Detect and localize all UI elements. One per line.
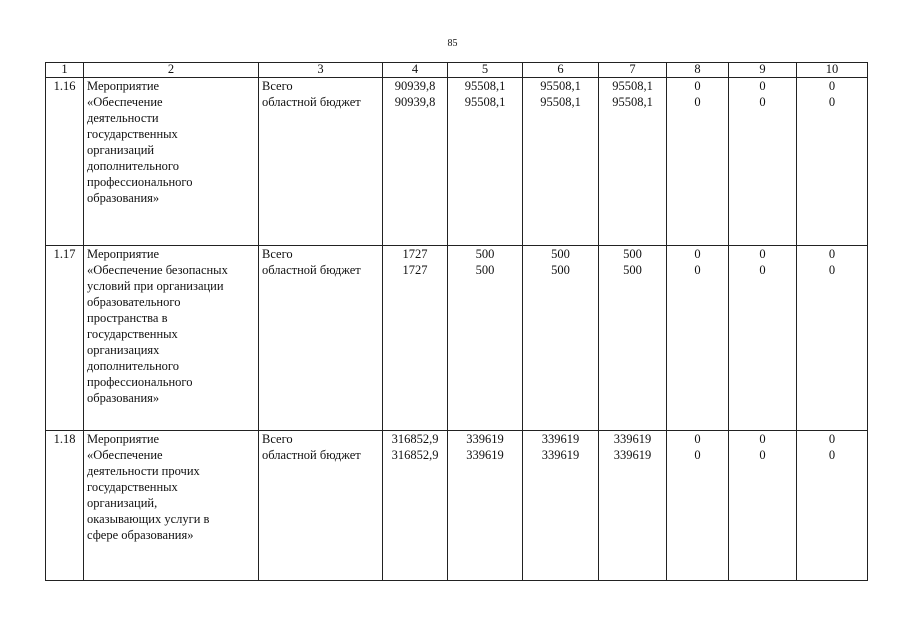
measure-name-line: условий при организации <box>87 278 224 293</box>
value-cell: 95508,1 <box>523 94 599 245</box>
value-cell: 500 <box>448 245 523 262</box>
measure-name-line: Мероприятие <box>87 246 160 261</box>
value-cell: 1727 <box>383 245 448 262</box>
column-number-row <box>46 63 868 78</box>
value-cell: 0 <box>667 78 729 95</box>
measure-name-line: государственных <box>87 480 178 494</box>
column-number: 7 <box>599 63 667 78</box>
value-cell: 0 <box>797 94 868 245</box>
measure-name-line: образования» <box>87 390 160 405</box>
measure-name-line: организаций, <box>87 496 158 510</box>
column-number: 4 <box>383 63 448 78</box>
value-cell: 316852,9 <box>383 447 448 580</box>
value-cell: 0 <box>797 262 868 431</box>
value-cell: 0 <box>667 245 729 262</box>
measure-number: 1.17 <box>46 245 84 431</box>
measure-name-line: образования» <box>87 191 160 205</box>
value-cell: 339619 <box>523 431 599 448</box>
value-cell: 339619 <box>599 447 667 580</box>
value-cell: 95508,1 <box>523 78 599 95</box>
value-cell: 95508,1 <box>448 78 523 95</box>
value-cell: 0 <box>797 245 868 262</box>
value-cell: 0 <box>667 262 729 431</box>
funding-source: областной бюджет <box>259 262 383 431</box>
column-number: 6 <box>523 63 599 78</box>
value-cell: 95508,1 <box>599 78 667 95</box>
measure-name-line: деятельности прочих <box>87 464 200 478</box>
measure-name-line: государственных <box>87 326 178 341</box>
measure-name-line: «Обеспечение безопасных <box>87 262 228 277</box>
measure-number: 1.18 <box>46 431 84 581</box>
column-number: 3 <box>259 63 383 78</box>
measure-name-line: дополнительного <box>87 159 179 173</box>
measure-name-line: Мероприятие <box>87 432 160 446</box>
value-cell: 0 <box>729 262 797 431</box>
funding-source: Всего <box>259 431 383 448</box>
value-cell: 95508,1 <box>599 94 667 245</box>
measure-name-line: оказывающих услуги в <box>87 512 210 526</box>
value-cell: 500 <box>599 262 667 431</box>
table-row <box>46 431 868 448</box>
column-number: 10 <box>797 63 868 78</box>
measure-name-line: «Обеспечение <box>87 95 163 109</box>
value-cell: 0 <box>667 94 729 245</box>
value-cell: 0 <box>729 447 797 580</box>
value-cell: 500 <box>523 262 599 431</box>
value-cell: 0 <box>797 431 868 448</box>
funding-source: Всего <box>259 78 383 95</box>
value-cell: 0 <box>729 94 797 245</box>
value-cell: 500 <box>448 262 523 431</box>
measure-name-line: образовательного <box>87 294 181 309</box>
measure-name-line: пространства в <box>87 310 168 325</box>
value-cell: 0 <box>667 431 729 448</box>
budget-table <box>45 62 868 581</box>
value-cell: 90939,8 <box>383 94 448 245</box>
measure-name-line: организациях <box>87 342 160 357</box>
table-row <box>46 245 868 262</box>
value-cell: 339619 <box>448 431 523 448</box>
value-cell: 90939,8 <box>383 78 448 95</box>
value-cell: 95508,1 <box>448 94 523 245</box>
measure-name-line: деятельности <box>87 111 159 125</box>
value-cell: 339619 <box>523 447 599 580</box>
column-number: 2 <box>84 63 259 78</box>
measure-name <box>84 78 259 246</box>
table-row <box>46 78 868 95</box>
value-cell: 500 <box>599 245 667 262</box>
value-cell: 316852,9 <box>383 431 448 448</box>
funding-source: областной бюджет <box>259 94 383 245</box>
value-cell: 500 <box>523 245 599 262</box>
measure-name-line: профессионального <box>87 175 193 189</box>
page-number: 85 <box>447 38 458 49</box>
measure-name-line: организаций <box>87 143 155 157</box>
value-cell: 0 <box>667 447 729 580</box>
measure-name-line: дополнительного <box>87 358 179 373</box>
value-cell: 0 <box>729 431 797 448</box>
value-cell: 339619 <box>599 431 667 448</box>
funding-source: областной бюджет <box>259 447 383 580</box>
column-number: 9 <box>729 63 797 78</box>
value-cell: 0 <box>797 78 868 95</box>
measure-name-line: «Обеспечение <box>87 448 163 462</box>
measure-name-line: Мероприятие <box>87 79 160 93</box>
funding-source: Всего <box>259 245 383 262</box>
value-cell: 0 <box>729 245 797 262</box>
measure-number: 1.16 <box>46 78 84 246</box>
column-number: 1 <box>46 63 84 78</box>
measure-name-line: государственных <box>87 127 178 141</box>
measure-name <box>84 431 259 581</box>
measure-name-line: сфере образования» <box>87 528 194 542</box>
value-cell: 0 <box>797 447 868 580</box>
table-body <box>46 63 868 581</box>
measure-name <box>84 245 259 431</box>
column-number: 8 <box>667 63 729 78</box>
column-number: 5 <box>448 63 523 78</box>
measure-name-line: профессионального <box>87 374 193 389</box>
value-cell: 1727 <box>383 262 448 431</box>
value-cell: 0 <box>729 78 797 95</box>
value-cell: 339619 <box>448 447 523 580</box>
